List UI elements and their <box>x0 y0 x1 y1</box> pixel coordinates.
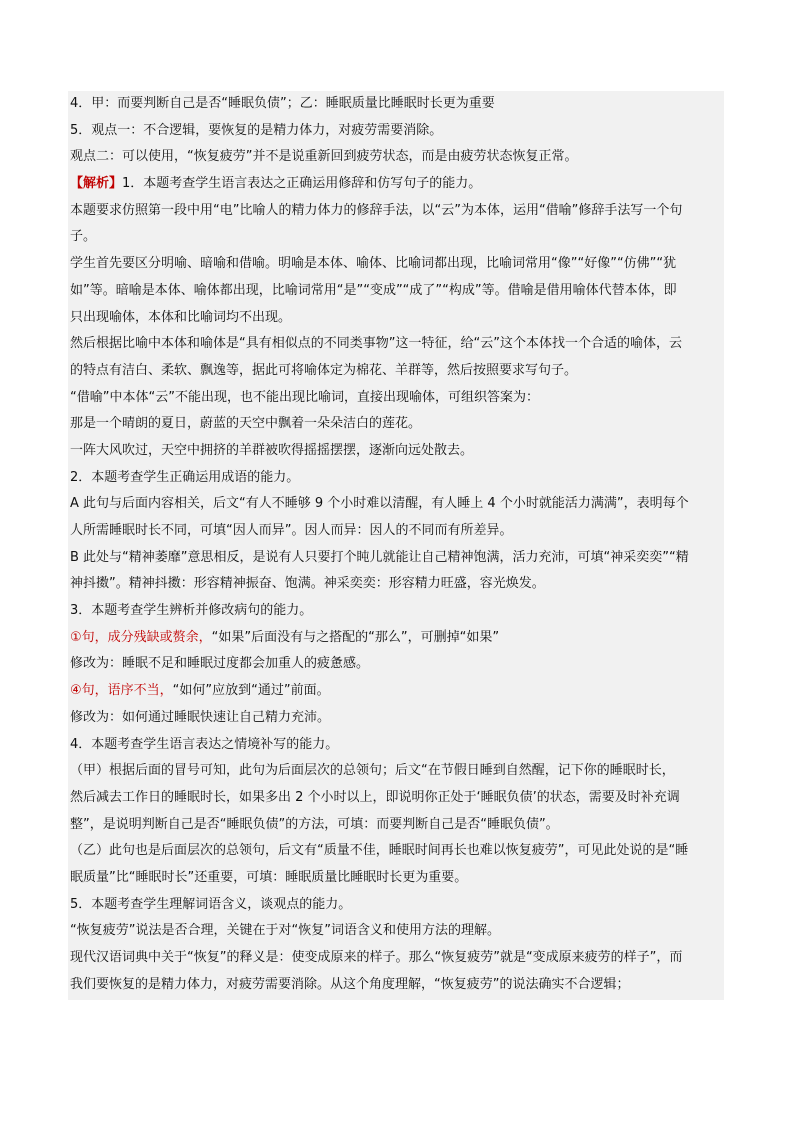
text-line <box>68 491 724 518</box>
text-span: 学生首先要区分明喻、暗喻和借喻。明喻是本体、喻体、比喻词都出现，比喻词常用“像”“好像”“仿佛”“犹 <box>70 256 677 272</box>
text-line <box>68 358 724 385</box>
text-line <box>68 465 724 492</box>
text-line <box>68 438 724 465</box>
text-span: “恢复疲劳”说法是否合理，关键在于对“恢复”词语含义和使用方法的理解。 <box>70 923 500 939</box>
text-span: 然后根据比喻中本体和喻体是“具有相似点的不同类事物”这一特征，给“云”这个本体找一个合适的喻体，云 <box>70 336 682 352</box>
highlighted-text: 【解析】 <box>70 176 123 192</box>
text-line <box>68 625 724 652</box>
text-line <box>68 251 724 278</box>
text-span: 一阵大风吹过，天空中拥挤的羊群被吹得摇摇摆摆，逐渐向远处散去。 <box>70 442 474 458</box>
text-span: 修改为：如何通过睡眠快速让自己精力充沛。 <box>70 709 331 725</box>
text-span: 眠质量”比“睡眠时长”还重要，可填：睡眠质量比睡眠时长更为重要。 <box>70 869 468 885</box>
text-line <box>68 651 724 678</box>
text-line <box>68 545 724 572</box>
text-span: 本题要求仿照第一段中用“电”比喻人的精力体力的修辞手法，以“云”为本体，运用“借喻”修辞手法写一个句 <box>70 202 683 218</box>
text-line <box>68 678 724 705</box>
text-span: 3．本题考查学生辨析并修改病句的能力。 <box>70 603 313 619</box>
text-span: 2．本题考查学生正确运用成语的能力。 <box>70 469 300 485</box>
highlighted-text: ①句，成分残缺或赘余， <box>70 629 212 645</box>
text-line <box>68 812 724 839</box>
text-line <box>68 972 724 999</box>
text-span: 5．观点一：不合逻辑，要恢复的是精力体力，对疲劳需要消除。 <box>70 122 443 138</box>
text-span: “如果”后面没有与之搭配的“那么”，可删掉“如果” <box>211 629 500 645</box>
text-span: 只出现喻体，本体和比喻词均不出现。 <box>70 309 292 325</box>
text-span: 然后减去工作日的睡眠时长，如果多出 2 个小时以上，即说明你正处于‘睡眠负债’的状态，需要及时补充调 <box>70 789 680 805</box>
text-span: 1．本题考查学生语言表达之正确运用修辞和仿写句子的能力。 <box>122 176 482 192</box>
text-span: 4．本题考查学生语言表达之情境补写的能力。 <box>70 736 339 752</box>
text-span: 4．甲：而要判断自己是否“睡眠负债”；乙：睡眠质量比睡眠时长更为重要 <box>70 96 495 111</box>
answer-analysis-section <box>68 91 724 1000</box>
text-line <box>68 278 724 305</box>
text-span: （甲）根据后面的冒号可知，此句为后面层次的总领句；后文“在节假日睡到自然醒，记下你的睡眠时长， <box>70 763 675 779</box>
text-line <box>68 518 724 545</box>
text-line <box>68 945 724 972</box>
text-span: 修改为：睡眠不足和睡眠过度都会加重人的疲惫感。 <box>70 656 370 672</box>
text-span: 子。 <box>70 229 97 245</box>
text-line <box>68 305 724 332</box>
text-span: 现代汉语词典中关于“恢复”的释义是：使变成原来的样子。那么“恢复疲劳”就是“变成原来疲劳的样子”，而 <box>70 950 683 965</box>
text-line <box>68 118 724 145</box>
text-span: 的特点有洁白、柔软、飘逸等，据此可将喻体定为棉花、羊群等，然后按照要求写句子。 <box>70 362 578 378</box>
highlighted-text: ④句，语序不当， <box>70 683 173 699</box>
text-line <box>68 892 724 919</box>
text-span: （乙）此句也是后面层次的总领句，后文有“质量不佳，睡眠时间再长也难以恢复疲劳”，可见此处说的是“睡 <box>70 843 689 859</box>
text-line <box>68 838 724 865</box>
text-line <box>68 598 724 625</box>
text-line <box>68 144 724 171</box>
text-span: A 此句与后面内容相关，后文“有人不睡够 9 个小时难以清醒，有人睡上 4 个小时就能活力满满”，表明每个 <box>70 496 689 512</box>
text-line <box>68 571 724 598</box>
text-line <box>68 385 724 412</box>
text-span: “如何”应放到“通过”前面。 <box>172 683 330 699</box>
text-line <box>68 732 724 759</box>
text-span: 如”等。暗喻是本体、喻体都出现，比喻词常用“是”“变成”“成了”“构成”等。借喻是借用喻体代替本体，即 <box>70 282 677 298</box>
text-line <box>68 865 724 892</box>
text-span: 整”，是说明判断自己是否“睡眠负债”的方法，可填：而要判断自己是否“睡眠负债”。 <box>70 816 559 832</box>
text-line <box>68 171 724 198</box>
text-span: “借喻”中本体“云”不能出现，也不能出现比喻词，直接出现喻体，可组织答案为： <box>70 389 539 405</box>
text-line <box>68 411 724 438</box>
text-line <box>68 198 724 225</box>
text-line <box>68 758 724 785</box>
text-line <box>68 224 724 251</box>
text-line <box>68 331 724 358</box>
text-line <box>68 785 724 812</box>
text-span: 5．本题考查学生理解词语含义，谈观点的能力。 <box>70 896 352 912</box>
text-span: 那是一个晴朗的夏日，蔚蓝的天空中飘着一朵朵洁白的莲花。 <box>70 416 422 432</box>
text-span: 观点二：可以使用，“恢复疲劳”并不是说重新回到疲劳状态，而是由疲劳状态恢复正常。 <box>70 149 578 165</box>
text-span: 人所需睡眠时长不同，可填“因人而异”。因人而异：因人的不同而有所差异。 <box>70 523 513 538</box>
text-span: 神抖擞”。精神抖擞：形容精神振奋、饱满。神采奕奕：形容精力旺盛，容光焕发。 <box>70 576 545 592</box>
text-line <box>68 705 724 732</box>
text-span: B 此处与“精神萎靡”意思相反，是说有人只要打个盹儿就能让自己精神饱满，活力充沛，可填“神采奕奕”“精 <box>70 549 689 565</box>
text-line <box>68 91 724 118</box>
text-span: 我们要恢复的是精力体力，对疲劳需要消除。从这个角度理解，“恢复疲劳”的说法确实不合逻辑； <box>70 976 630 992</box>
text-line <box>68 918 724 945</box>
